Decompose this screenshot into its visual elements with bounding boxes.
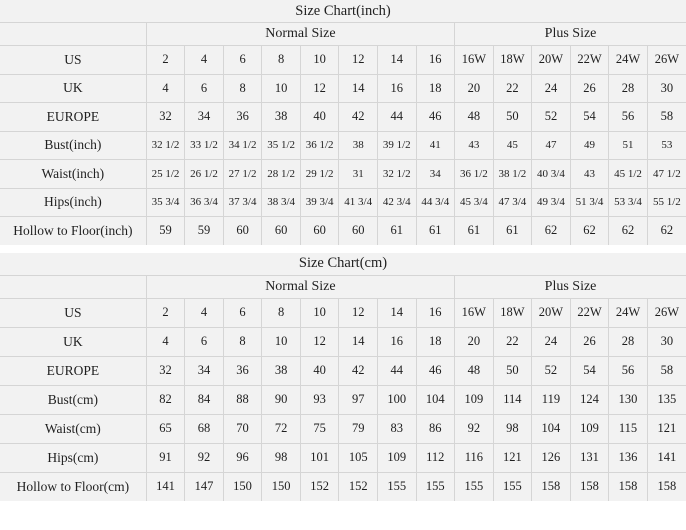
cell: 37 3/4 (223, 188, 262, 217)
cell: 53 3/4 (609, 188, 648, 217)
cell: 109 (455, 385, 494, 414)
cell: 135 (647, 385, 686, 414)
row-label-us: US (0, 46, 146, 75)
cell: 84 (185, 385, 224, 414)
cell: 98 (262, 443, 301, 472)
group-row-blank (0, 275, 146, 298)
cell: 8 (223, 74, 262, 103)
table-row (0, 188, 686, 217)
cell: 20 (455, 74, 494, 103)
cell: 32 1/2 (146, 131, 185, 160)
cell: 4 (146, 74, 185, 103)
cell: 104 (532, 414, 571, 443)
cell: 18 (416, 327, 455, 356)
cell: 10 (300, 298, 339, 327)
cell: 124 (570, 385, 609, 414)
cell: 59 (146, 217, 185, 245)
cell: 8 (262, 46, 301, 75)
cell: 53 (647, 131, 686, 160)
cell: 60 (339, 217, 378, 245)
cell: 82 (146, 385, 185, 414)
cell: 40 (300, 356, 339, 385)
cell: 152 (339, 472, 378, 501)
row-label-uk: UK (0, 327, 146, 356)
cell: 29 1/2 (300, 160, 339, 189)
cell: 42 3/4 (377, 188, 416, 217)
cell: 8 (223, 327, 262, 356)
cell: 28 (609, 327, 648, 356)
cell: 25 1/2 (146, 160, 185, 189)
row-label-bust: Bust(cm) (0, 385, 146, 414)
cell: 83 (377, 414, 416, 443)
cell: 24W (609, 46, 648, 75)
cell: 14 (339, 74, 378, 103)
cell: 52 (532, 103, 571, 132)
cell: 150 (223, 472, 262, 501)
table-row (0, 160, 686, 189)
cell: 28 (609, 74, 648, 103)
cell: 38 1/2 (493, 160, 532, 189)
cell: 41 3/4 (339, 188, 378, 217)
cell: 97 (339, 385, 378, 414)
cell: 47 1/2 (647, 160, 686, 189)
cell: 26W (647, 46, 686, 75)
cell: 90 (262, 385, 301, 414)
size-chart-cm-table (0, 253, 686, 501)
chart-group-row (0, 23, 686, 46)
cell: 36 1/2 (455, 160, 494, 189)
cell: 10 (262, 327, 301, 356)
cell: 109 (570, 414, 609, 443)
cell: 93 (300, 385, 339, 414)
row-label-waist: Waist(cm) (0, 414, 146, 443)
cell: 136 (609, 443, 648, 472)
cell: 34 (416, 160, 455, 189)
cell: 158 (647, 472, 686, 501)
group-row-blank (0, 23, 146, 46)
cell: 92 (185, 443, 224, 472)
cell: 61 (416, 217, 455, 245)
cell: 43 (570, 160, 609, 189)
group-plus-size: Plus Size (455, 275, 686, 298)
group-plus-size: Plus Size (455, 23, 686, 46)
cell: 62 (570, 217, 609, 245)
cell: 30 (647, 74, 686, 103)
cell: 39 3/4 (300, 188, 339, 217)
cell: 60 (223, 217, 262, 245)
cell: 40 3/4 (532, 160, 571, 189)
cell: 44 (377, 356, 416, 385)
cell: 33 1/2 (185, 131, 224, 160)
cell: 45 3/4 (455, 188, 494, 217)
cell: 34 (185, 103, 224, 132)
cell: 150 (262, 472, 301, 501)
cell: 48 (455, 103, 494, 132)
cell: 96 (223, 443, 262, 472)
cell: 18W (493, 46, 532, 75)
row-label-hollow-to-floor: Hollow to Floor(cm) (0, 472, 146, 501)
chart-group-row (0, 275, 686, 298)
cell: 27 1/2 (223, 160, 262, 189)
cell: 38 3/4 (262, 188, 301, 217)
cell: 155 (493, 472, 532, 501)
cell: 36 (223, 103, 262, 132)
cell: 45 (493, 131, 532, 160)
cell: 32 (146, 103, 185, 132)
cell: 26 (570, 74, 609, 103)
table-row (0, 414, 686, 443)
cell: 6 (185, 327, 224, 356)
cell: 86 (416, 414, 455, 443)
cell: 58 (647, 356, 686, 385)
cell: 22W (570, 46, 609, 75)
cell: 130 (609, 385, 648, 414)
cell: 22 (493, 327, 532, 356)
cell: 22 (493, 74, 532, 103)
cell: 47 (532, 131, 571, 160)
cell: 62 (647, 217, 686, 245)
size-chart-inch-block (0, 0, 686, 245)
group-normal-size: Normal Size (146, 23, 454, 46)
cell: 100 (377, 385, 416, 414)
cell: 65 (146, 414, 185, 443)
row-label-us: US (0, 298, 146, 327)
cell: 54 (570, 103, 609, 132)
cell: 121 (647, 414, 686, 443)
cell: 62 (532, 217, 571, 245)
cell: 55 1/2 (647, 188, 686, 217)
cell: 16W (455, 298, 494, 327)
cell: 131 (570, 443, 609, 472)
cell: 31 (339, 160, 378, 189)
cell: 54 (570, 356, 609, 385)
cell: 44 (377, 103, 416, 132)
table-row (0, 103, 686, 132)
cell: 14 (339, 327, 378, 356)
cell: 59 (185, 217, 224, 245)
cell: 12 (339, 298, 378, 327)
row-label-hollow-to-floor: Hollow to Floor(inch) (0, 217, 146, 245)
cell: 112 (416, 443, 455, 472)
cell: 51 3/4 (570, 188, 609, 217)
cell: 60 (262, 217, 301, 245)
cell: 24 (532, 327, 571, 356)
cell: 155 (377, 472, 416, 501)
table-row (0, 385, 686, 414)
cell: 18W (493, 298, 532, 327)
cell: 38 (339, 131, 378, 160)
cell: 10 (262, 74, 301, 103)
cell: 79 (339, 414, 378, 443)
row-label-europe: EUROPE (0, 103, 146, 132)
cell: 32 1/2 (377, 160, 416, 189)
table-row (0, 327, 686, 356)
row-label-europe: EUROPE (0, 356, 146, 385)
cell: 36 (223, 356, 262, 385)
row-label-waist: Waist(inch) (0, 160, 146, 189)
cell: 70 (223, 414, 262, 443)
cell: 147 (185, 472, 224, 501)
cell: 44 3/4 (416, 188, 455, 217)
cell: 6 (185, 74, 224, 103)
cell: 115 (609, 414, 648, 443)
cell: 18 (416, 74, 455, 103)
chart-title-row (0, 0, 686, 23)
cell: 62 (609, 217, 648, 245)
cell: 155 (455, 472, 494, 501)
cell: 49 3/4 (532, 188, 571, 217)
cell: 61 (377, 217, 416, 245)
cell: 104 (416, 385, 455, 414)
cell: 88 (223, 385, 262, 414)
cell: 14 (377, 46, 416, 75)
size-chart-inch-table (0, 0, 686, 245)
cell: 48 (455, 356, 494, 385)
cell: 26 (570, 327, 609, 356)
cell: 126 (532, 443, 571, 472)
cell: 158 (609, 472, 648, 501)
cell: 36 1/2 (300, 131, 339, 160)
row-label-uk: UK (0, 74, 146, 103)
row-label-bust: Bust(inch) (0, 131, 146, 160)
cell: 68 (185, 414, 224, 443)
cell: 152 (300, 472, 339, 501)
cell: 2 (146, 298, 185, 327)
cell: 38 (262, 356, 301, 385)
cell: 60 (300, 217, 339, 245)
cell: 26 1/2 (185, 160, 224, 189)
table-row (0, 217, 686, 245)
cell: 40 (300, 103, 339, 132)
group-normal-size: Normal Size (146, 275, 454, 298)
cell: 46 (416, 103, 455, 132)
cell: 30 (647, 327, 686, 356)
cell: 34 (185, 356, 224, 385)
cell: 36 3/4 (185, 188, 224, 217)
cell: 61 (493, 217, 532, 245)
cell: 24W (609, 298, 648, 327)
cell: 16 (416, 46, 455, 75)
cell: 20W (532, 46, 571, 75)
cell: 105 (339, 443, 378, 472)
cell: 58 (647, 103, 686, 132)
cell: 24 (532, 74, 571, 103)
cell: 98 (493, 414, 532, 443)
cell: 109 (377, 443, 416, 472)
cell: 4 (185, 298, 224, 327)
cell: 114 (493, 385, 532, 414)
cell: 16 (416, 298, 455, 327)
cell: 14 (377, 298, 416, 327)
cell: 56 (609, 356, 648, 385)
table-row (0, 298, 686, 327)
cell: 72 (262, 414, 301, 443)
cell: 155 (416, 472, 455, 501)
cell: 38 (262, 103, 301, 132)
cell: 75 (300, 414, 339, 443)
cell: 45 1/2 (609, 160, 648, 189)
table-row (0, 46, 686, 75)
table-row (0, 356, 686, 385)
chart-separator (0, 245, 686, 253)
table-row (0, 131, 686, 160)
cell: 49 (570, 131, 609, 160)
cell: 50 (493, 356, 532, 385)
cell: 141 (647, 443, 686, 472)
cell: 47 3/4 (493, 188, 532, 217)
cell: 119 (532, 385, 571, 414)
cell: 4 (146, 327, 185, 356)
table-row (0, 74, 686, 103)
cell: 16 (377, 327, 416, 356)
cell: 34 1/2 (223, 131, 262, 160)
cell: 121 (493, 443, 532, 472)
cell: 52 (532, 356, 571, 385)
cell: 16 (377, 74, 416, 103)
row-label-hips: Hips(inch) (0, 188, 146, 217)
table-row (0, 472, 686, 501)
cell: 43 (455, 131, 494, 160)
cell: 61 (455, 217, 494, 245)
cell: 6 (223, 298, 262, 327)
cell: 20W (532, 298, 571, 327)
cell: 50 (493, 103, 532, 132)
cell: 41 (416, 131, 455, 160)
cell: 158 (570, 472, 609, 501)
cell: 141 (146, 472, 185, 501)
table-row (0, 443, 686, 472)
cell: 91 (146, 443, 185, 472)
cell: 101 (300, 443, 339, 472)
chart-title: Size Chart(inch) (0, 0, 686, 23)
cell: 35 1/2 (262, 131, 301, 160)
cell: 158 (532, 472, 571, 501)
cell: 8 (262, 298, 301, 327)
size-chart-cm-block (0, 253, 686, 501)
cell: 4 (185, 46, 224, 75)
cell: 56 (609, 103, 648, 132)
chart-title: Size Chart(cm) (0, 253, 686, 276)
cell: 22W (570, 298, 609, 327)
row-label-hips: Hips(cm) (0, 443, 146, 472)
cell: 92 (455, 414, 494, 443)
cell: 12 (339, 46, 378, 75)
cell: 28 1/2 (262, 160, 301, 189)
cell: 42 (339, 356, 378, 385)
cell: 35 3/4 (146, 188, 185, 217)
cell: 116 (455, 443, 494, 472)
cell: 39 1/2 (377, 131, 416, 160)
cell: 20 (455, 327, 494, 356)
chart-title-row (0, 253, 686, 276)
cell: 46 (416, 356, 455, 385)
cell: 16W (455, 46, 494, 75)
cell: 26W (647, 298, 686, 327)
cell: 2 (146, 46, 185, 75)
cell: 6 (223, 46, 262, 75)
cell: 12 (300, 327, 339, 356)
cell: 12 (300, 74, 339, 103)
cell: 32 (146, 356, 185, 385)
cell: 42 (339, 103, 378, 132)
cell: 51 (609, 131, 648, 160)
cell: 10 (300, 46, 339, 75)
